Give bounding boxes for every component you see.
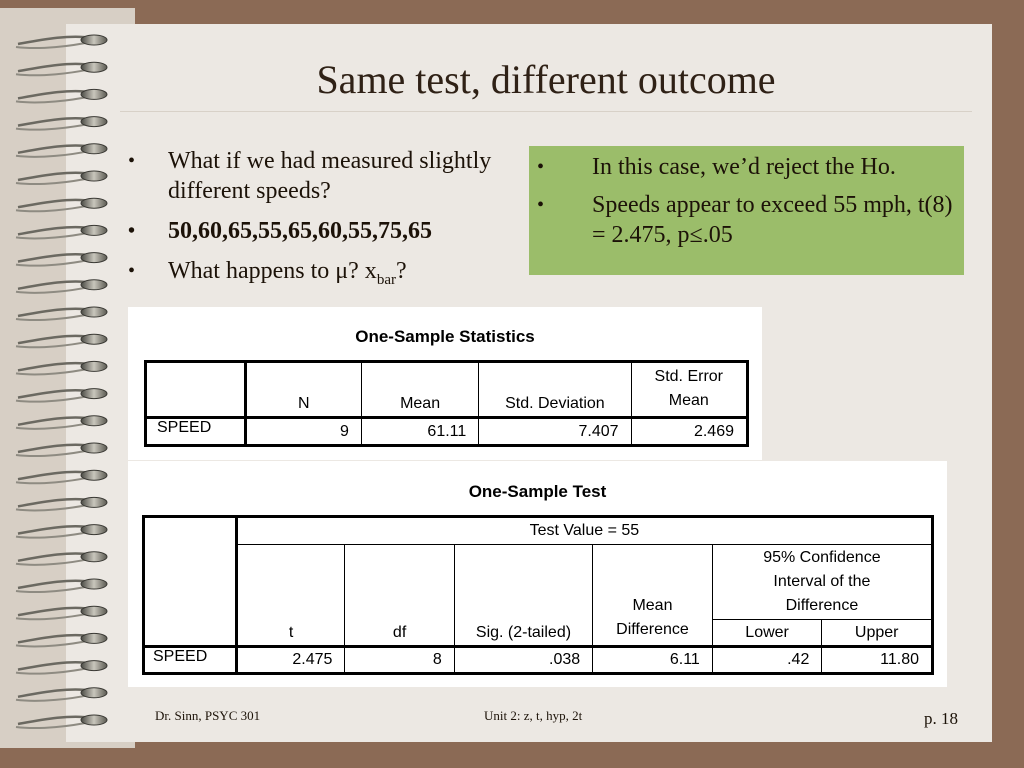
- bullet-marker: •: [128, 220, 136, 242]
- conclusion-box: [529, 146, 964, 275]
- spiral-binding-icon: [0, 24, 120, 742]
- spiral-ring-icon: [16, 361, 107, 374]
- one-sample-test-table: [142, 515, 934, 675]
- subscript-bar: bar: [376, 272, 396, 288]
- spiral-ring-icon: [16, 144, 107, 157]
- spiral-ring-icon: [16, 334, 107, 347]
- test-value-header: Test Value = 55: [236, 517, 932, 545]
- spiral-ring-icon: [16, 62, 107, 75]
- header-n: N: [245, 362, 361, 418]
- spiral-ring-icon: [16, 253, 107, 266]
- cell-sig: .038: [454, 647, 592, 674]
- spiral-ring-icon: [16, 117, 107, 130]
- spiral-ring-icon: [16, 552, 107, 565]
- one-sample-statistics-panel: [128, 307, 762, 460]
- header-confidence-interval: [712, 545, 932, 620]
- bullet-item: [128, 256, 518, 295]
- bullet-marker: •: [128, 150, 136, 172]
- spiral-ring-icon: [16, 416, 107, 429]
- cell-mean-difference: 6.11: [593, 647, 713, 674]
- bullet-marker: •: [128, 260, 136, 282]
- bullet-text: What if we had measured slightly different speeds?: [168, 148, 492, 204]
- header-ci-line1: 95% Confidence: [763, 549, 881, 566]
- header-ci-line3: Difference: [785, 597, 859, 614]
- conclusion-item: [537, 190, 954, 250]
- header-sig-2-tailed: Sig. (2-tailed): [454, 545, 592, 647]
- cell-std-error-mean: 2.469: [631, 418, 747, 446]
- spiral-ring-icon: [16, 307, 107, 320]
- conclusion-text: Speeds appear to exceed 55 mph, t(8) = 2.475, p≤.05: [592, 192, 953, 248]
- spiral-ring-icon: [16, 715, 107, 728]
- spiral-ring-icon: [16, 579, 107, 592]
- cell-std-deviation: 7.407: [479, 418, 631, 446]
- spiral-ring-icon: [16, 688, 107, 701]
- spiral-ring-icon: [16, 225, 107, 238]
- header-std-deviation: Std. Deviation: [479, 362, 631, 418]
- spiral-ring-icon: [16, 280, 107, 293]
- row-label-speed: SPEED: [144, 647, 237, 674]
- stats-header-corner: [146, 362, 246, 418]
- footer-author: Dr. Sinn, PSYC 301: [155, 708, 261, 723]
- spiral-ring-icon: [16, 89, 107, 102]
- spiral-ring-icon: [16, 35, 107, 48]
- header-md-line2: Difference: [616, 621, 689, 638]
- header-lower: Lower: [712, 620, 822, 647]
- header-mean-difference: [593, 545, 713, 647]
- bullet-list: [128, 146, 518, 305]
- cell-df: 8: [345, 647, 454, 674]
- statistics-table-title: One-Sample Statistics: [355, 327, 535, 346]
- cell-mean: 61.11: [361, 418, 478, 446]
- bullet-text-end: ?: [395, 258, 407, 284]
- spiral-ring-icon: [16, 470, 107, 483]
- spiral-ring-icon: [16, 497, 107, 510]
- header-std-error-mean: [631, 362, 747, 418]
- spiral-ring-icon: [16, 198, 107, 211]
- header-md-line1: Mean: [632, 597, 673, 614]
- statistics-table: [144, 360, 749, 447]
- conclusion-item: [537, 152, 954, 182]
- bullet-marker: •: [537, 156, 545, 178]
- spiral-ring-icon: [16, 171, 107, 184]
- footer-unit: Unit 2: z, t, hyp, 2t: [484, 708, 583, 723]
- bullet-marker: •: [537, 194, 545, 216]
- bullet-text: [168, 256, 407, 295]
- header-df: df: [345, 545, 454, 647]
- header-mean: Mean: [361, 362, 478, 418]
- spiral-ring-icon: [16, 633, 107, 646]
- header-upper: Upper: [822, 620, 933, 647]
- test-header-corner: [144, 517, 237, 647]
- bullet-text-main: What happens to μ? x: [168, 258, 377, 284]
- test-table-title: One-Sample Test: [468, 482, 607, 501]
- cell-t: 2.475: [236, 647, 345, 674]
- conclusion-text: In this case, we’d reject the Ho.: [592, 154, 896, 180]
- title-divider: [120, 111, 972, 112]
- spiral-ring-icon: [16, 606, 107, 619]
- header-ci-line2: Interval of the: [773, 573, 871, 590]
- footer-page-number: p. 18: [924, 709, 958, 728]
- cell-upper: 11.80: [822, 647, 933, 674]
- spiral-ring-icon: [16, 525, 107, 538]
- header-se-line1: Std. Error: [654, 368, 723, 385]
- spiral-ring-icon: [16, 661, 107, 674]
- spiral-ring-icon: [16, 389, 107, 402]
- one-sample-test-panel: [128, 461, 947, 687]
- bullet-item: [128, 216, 518, 246]
- cell-lower: .42: [712, 647, 822, 674]
- bullet-text-speeds: 50,60,65,55,65,60,55,75,65: [168, 218, 432, 244]
- slide-title: Same test, different outcome: [316, 57, 776, 102]
- cell-n: 9: [245, 418, 361, 446]
- bullet-item: [128, 146, 518, 206]
- header-t: t: [236, 545, 345, 647]
- row-label-speed: SPEED: [146, 418, 246, 446]
- spiral-ring-icon: [16, 443, 107, 456]
- header-se-line2: Mean: [668, 392, 709, 409]
